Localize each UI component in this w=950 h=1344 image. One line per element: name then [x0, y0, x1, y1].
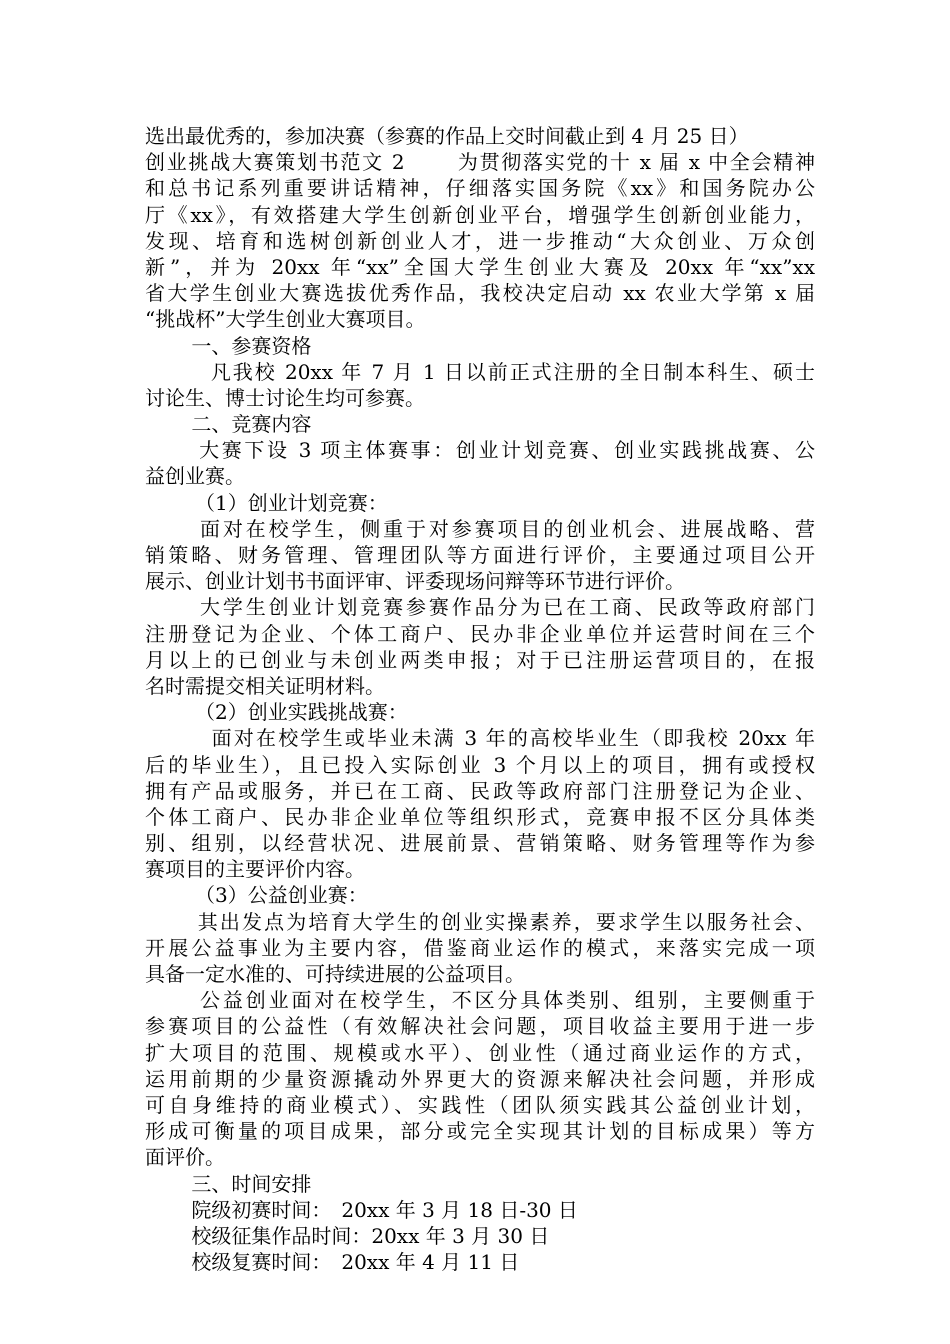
text-line: 扩大项目的范围、规模或水平）、创业性（通过商业运作的方式，: [145, 1040, 815, 1065]
text-line: 选出最优秀的，参加决赛（参赛的作品上交时间截止到 4 月 25 日）: [145, 124, 749, 148]
text-line: 公益创业面对在校学生，不区分具体类别、组别，主要侧重于: [145, 988, 815, 1013]
text-line: “挑战杯”大学生创业大赛项目。: [145, 307, 426, 332]
text-line: 可自身维持的商业模式）、实践性（团队须实践其公益创业计划，: [145, 1092, 815, 1117]
text-line: 面评价。: [145, 1145, 225, 1170]
text-line: 销策略、财务管理、管理团队等方面进行评价，主要通过项目公开: [145, 543, 815, 567]
text-line: 面对在校学生或毕业未满 3 年的高校毕业生（即我校 20xx 年: [145, 726, 815, 751]
text-line: 月以上的已创业与未创业两类申报；对于已注册运营项目的，在报: [145, 647, 815, 672]
text-line: 名时需提交相关证明材料。: [145, 673, 385, 698]
text-line: 个体工商户、民办非企业单位等组织形式，竞赛申报不区分具体类: [145, 804, 815, 829]
text-line: 具备一定水准的、可持续进展的公益项目。: [145, 962, 525, 986]
text-line: 三、时间安排: [145, 1171, 312, 1196]
text-line: 讨论生、博士讨论生均可参赛。: [145, 385, 425, 410]
text-line: 后的毕业生），且已投入实际创业 3 个月以上的项目，拥有或授权: [145, 752, 815, 777]
text-line: 发现、培育和选树创新创业人才，进一步推动“大众创业、万众创: [145, 228, 815, 253]
text-line: 新”，并为 20xx 年“xx”全国大学生创业大赛及 20xx 年“xx”xx: [145, 254, 815, 279]
text-line: 形成可衡量的项目成果，部分或完全实现其计划的目标成果）等方: [145, 1119, 815, 1144]
text-line: 校级征集作品时间：20xx 年 3 月 30 日: [145, 1223, 550, 1248]
text-line: 校级复赛时间： 20xx 年 4 月 11 日: [145, 1250, 520, 1275]
text-line: （3）公益创业赛：: [145, 883, 368, 908]
document-body: [145, 123, 815, 1275]
text-line: 一、参赛资格: [145, 333, 312, 358]
text-line: 参赛项目的公益性（有效解决社会问题，项目收益主要用于进一步: [145, 1014, 815, 1039]
text-line: 益创业赛。: [145, 464, 245, 489]
text-line: （2）创业实践挑战赛：: [145, 700, 408, 725]
text-line: 赛项目的主要评价内容。: [145, 857, 365, 882]
text-line: 别、组别，以经营状况、进展前景、营销策略、财务管理等作为参: [145, 831, 815, 856]
text-line: 二、竞赛内容: [145, 412, 312, 437]
text-line: 创业挑战大赛策划书范文 2 为贯彻落实党的十 x 届 x 中全会精神: [145, 150, 815, 175]
text-line: 面对在校学生，侧重于对参赛项目的创业机会、进展战略、营: [145, 516, 815, 541]
text-line: 院级初赛时间： 20xx 年 3 月 18 日-30 日: [145, 1197, 578, 1222]
text-line: （1）创业计划竞赛：: [145, 490, 388, 515]
text-line: 省大学生创业大赛选拔优秀作品，我校决定启动 xx 农业大学第 x 届: [145, 281, 815, 306]
text-line: 运用前期的少量资源撬动外界更大的资源来解决社会问题，并形成: [145, 1066, 815, 1091]
text-line: 大赛下设 3 项主体赛事：创业计划竞赛、创业实践挑战赛、公: [145, 438, 815, 463]
text-line: 其出发点为培育大学生的创业实操素养，要求学生以服务社会、: [145, 909, 815, 934]
text-line: 大学生创业计划竞赛参赛作品分为已在工商、民政等政府部门: [145, 595, 815, 620]
text-line: 展示、创业计划书书面评审、评委现场问辩等环节进行评价。: [145, 569, 685, 594]
text-line: 和总书记系列重要讲话精神，仔细落实国务院《xx》和国务院办公: [145, 176, 815, 201]
text-line: 开展公益事业为主要内容，借鉴商业运作的模式，来落实完成一项: [145, 935, 815, 960]
text-line: 凡我校 20xx 年 7 月 1 日以前正式注册的全日制本科生、硕士: [145, 359, 815, 384]
text-line: 厅《xx》，有效搭建大学生创新创业平台，增强学生创新创业能力，: [145, 202, 815, 227]
text-line: 注册登记为企业、个体工商户、民办非企业单位并运营时间在三个: [145, 621, 815, 646]
text-line: 拥有产品或服务，并已在工商、民政等政府部门注册登记为企业、: [145, 778, 815, 803]
